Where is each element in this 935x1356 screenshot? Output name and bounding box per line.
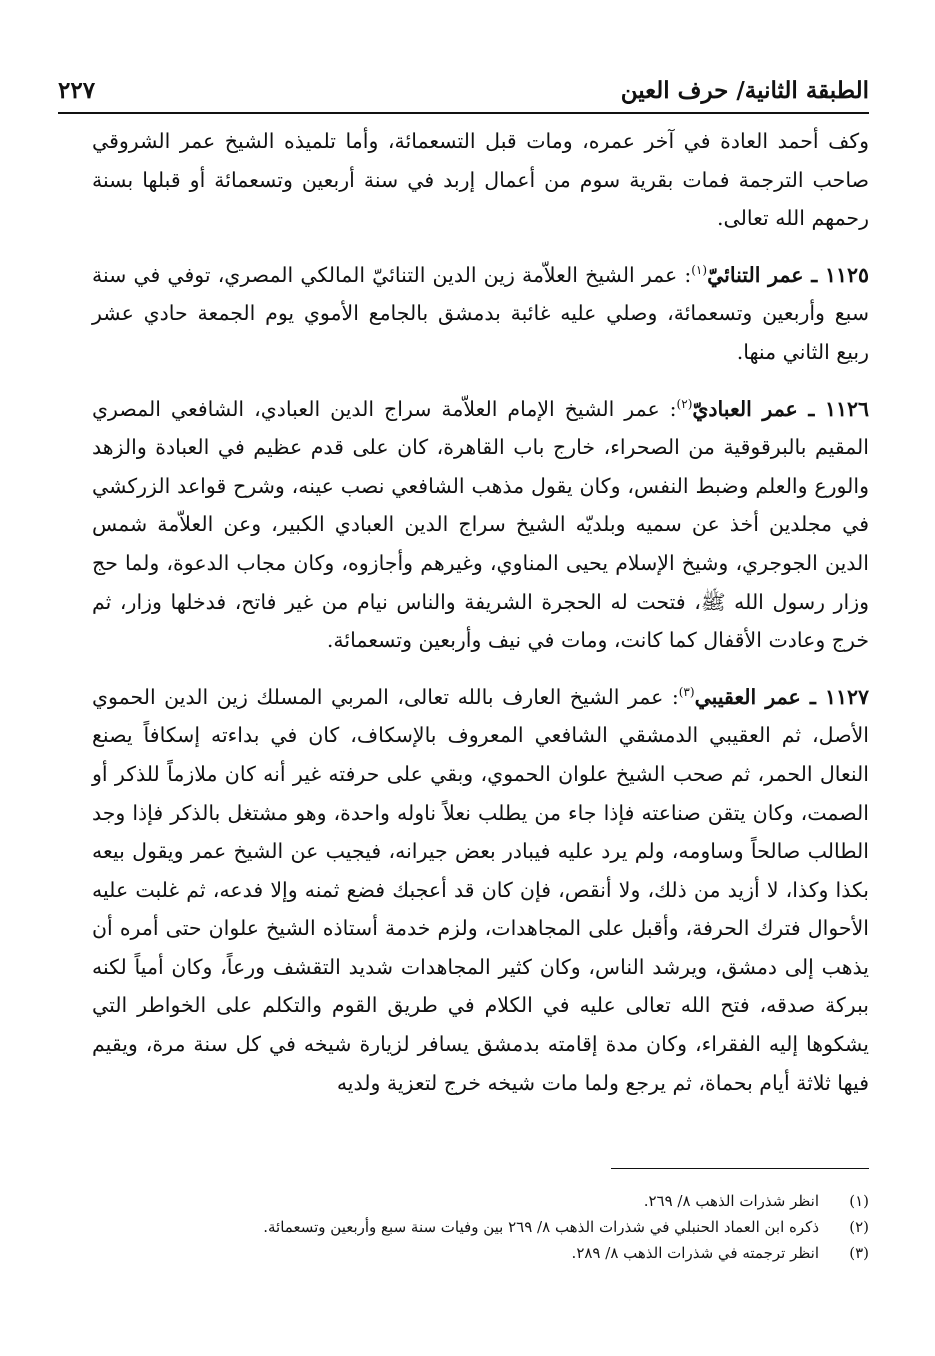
entry-1125 [92,256,869,372]
entry-dash: ـ [797,396,825,421]
paragraph-text: وكف أحمد العادة في آخر عمره، ومات قبل التسعمائة، وأما تلميذه الشيخ عمر الشروقي صاحب الترجمة فمات بقرية سوم من أعمال إربد في سنة أربعين وتسعمائة أو قبلها بسنة رحمهم الله تعالى. [92,129,869,231]
footnote-2 [150,1214,869,1240]
footnote-number: (٢) [849,1218,869,1236]
footnote-1 [150,1188,869,1214]
entry-name: عمر التنائيّ [707,262,804,287]
entry-text: : عمر الشيخ العلاّمة زين الدين التنائيّ المالكي المصري، توفي في سنة سبع وأربعين وتسعمائة، وصلي عليه غائبة بدمشق بالجامع الأموي يوم الجمعة حادي عشر ربيع الثاني منها. [92,262,869,364]
entry-dash: ـ [800,684,825,709]
entry-text: : عمر الشيخ الإمام العلاّمة سراج الدين العبادي، الشافعي المصري المقيم بالبرقوقية من الصحراء، خارج باب القاهرة، كان على قدم عظيم في العبادة والزهد والورع والعلم وضبط النفس، وكان يقول مذهب الشافعي نصب عينه، وشرح قواعد الزركشي في مجلدين أخذ عن سميه وبلديّه الشيخ سراج الدين العبادي الكبير، وعن العلاّمة شمس الدين الجوجري، وشيخ الإسلام يحيى المناوي، وغيرهم وأجازوه، وكان مجاب الدعوة، ولما حج وزار رسول الله ﷺ، فتحت له الحجرة الشريفة والناس نيام من غير فاتح، فدخلها وزار، ثم خرج وعادت الأقفال كما كانت، ومات في نيف وأربعين وتسعمائة. [92,396,869,653]
main-text [92,122,869,1102]
running-title: الطبقة الثانية/ حرف العين [620,76,869,104]
footnotes [150,1188,869,1266]
entry-text: : عمر الشيخ العارف بالله تعالى، المربي المسلك زين الدين الحموي الأصل، ثم العقيبي الدمشقي الشافعي المعروف بالإسكاف، كان في بداءته إسكافاً يصنع النعال الحمر، ثم صحب الشيخ علوان الحموي، وبقي على حرفته غير أنه كان ملازماً للذكر أو الصمت، وكان يتقن صناعته فإذا جاء من يطلب نعلاً ناوله واحدة، وهو مشتغل بالذكر فإذا وجد الطالب صالحاً وساومه، ولم يرد عليه فيبادر بعض جيرانه، فيجيب عن الشيخ عمر ويقول بيعه بكذا وكذا، لا أزيد من ذلك، ولا أنقص، فإن كان قد أعجبك فضع ثمنه وإلا فدعه، ثم غلبت عليه الأحوال فترك الحرفة، وأقبل على المجاهدات، ولزم خدمة أستاذه الشيخ علوان حتى أمره أن يذهب إلى دمشق، ويرشد الناس، وكان كثير المجاهدات شديد التقشف ورعاً، وكان أمياً لكنه ببركة صدقه، فتح الله تعالى عليه في الكلام في طريق القوم والتكلم على الخواطر التي يشكوها إليه الفقراء، وكان مدة إقامته بدمشق يسافر لزيارة شيخه في كل سنة مرة، ويقيم فيها ثلاثة أيام بحماة، ثم يرجع ولما مات شيخه خرج لتعزية ولديه [92,684,869,1095]
header-rule [58,112,869,114]
entry-number: ١١٢٦ [824,396,869,421]
entry-1126 [92,390,869,660]
entry-name: عمر العباديّ [692,396,798,421]
entry-name: عمر العقيبي [694,684,801,709]
footnote-number: (٣) [849,1244,869,1262]
footnote-ref[interactable]: (٣) [678,684,695,699]
footnote-ref[interactable]: (١) [691,262,708,277]
entry-dash: ـ [803,262,825,287]
entry-number: ١١٢٧ [824,684,869,709]
entry-number: ١١٢٥ [824,262,870,287]
footnote-text: ذكره ابن العماد الحنبلي في شذرات الذهب ٨/ ٢٦٩ بين وفيات سنة سبع وأربعين وتسعمائة. [263,1218,819,1236]
footnote-text: انظر ترجمته في شذرات الذهب ٨/ ٢٨٩. [571,1244,819,1262]
footnote-rule [611,1168,869,1169]
footnote-text: انظر شذرات الذهب ٨/ ٢٦٩. [643,1192,819,1210]
page-number: ٢٢٧ [58,76,96,104]
page-header [58,70,869,110]
footnote-3 [150,1240,869,1266]
footnote-number: (١) [849,1192,869,1210]
entry-1127 [92,678,869,1103]
footnote-ref[interactable]: (٢) [676,396,693,411]
paragraph-continuation [92,122,869,238]
